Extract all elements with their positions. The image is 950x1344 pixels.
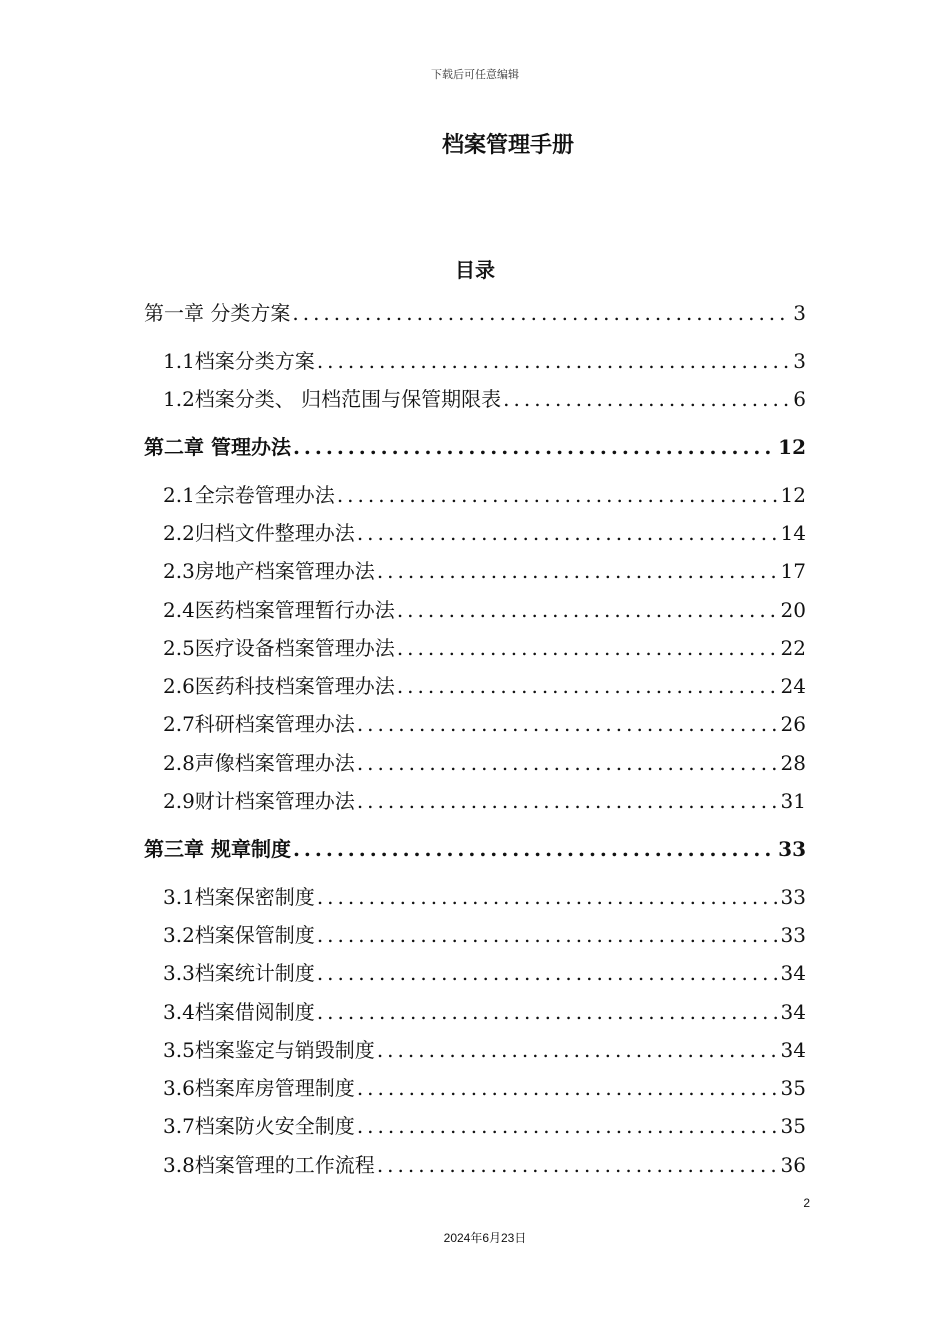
toc-dot-leader — [357, 1111, 777, 1141]
toc-entry-page: 31 — [780, 789, 806, 813]
toc-dot-leader — [357, 518, 777, 548]
toc-dot-leader — [377, 1150, 777, 1180]
toc-entry-label: 3.8档案管理的工作流程 — [163, 1153, 375, 1177]
toc-entry-label: 3.1档案保密制度 — [163, 885, 315, 909]
toc-entry-page: 20 — [780, 598, 806, 622]
toc-entry-label: 2.6医药科技档案管理办法 — [163, 674, 395, 698]
toc-section-entry[interactable] — [163, 1150, 806, 1180]
page-footer-date: 2024年6月23日 — [443, 1231, 527, 1245]
toc-entry-page: 33 — [778, 837, 806, 861]
toc-dot-leader — [292, 298, 789, 328]
toc-entry-page: 22 — [780, 636, 806, 660]
toc-entry-page: 12 — [778, 435, 806, 459]
toc-section-entry[interactable] — [163, 556, 806, 586]
toc-entry-page: 35 — [780, 1076, 806, 1100]
toc-section-entry[interactable] — [163, 882, 806, 912]
toc-dot-leader — [317, 346, 789, 376]
toc-entry-page: 3 — [793, 301, 806, 325]
toc-entry-label: 2.1全宗卷管理办法 — [163, 483, 335, 507]
toc-entry-label: 2.3房地产档案管理办法 — [163, 559, 375, 583]
toc-dot-leader — [377, 1035, 777, 1065]
toc-entry-label: 3.6档案库房管理制度 — [163, 1076, 355, 1100]
toc-section-entry[interactable] — [163, 1111, 806, 1141]
toc-section-entry[interactable] — [163, 709, 806, 739]
toc-entry-page: 3 — [793, 349, 806, 373]
toc-entry-page: 17 — [780, 559, 806, 583]
toc-dot-leader — [317, 958, 777, 988]
toc-entry-page: 26 — [780, 712, 806, 736]
toc-section-entry[interactable] — [163, 671, 806, 701]
toc-entry-label: 第一章 分类方案 — [144, 301, 291, 325]
toc-dot-leader — [397, 595, 777, 625]
toc-section-entry[interactable] — [163, 958, 806, 988]
toc-entry-page: 34 — [780, 961, 806, 985]
toc-chapter-entry[interactable] — [144, 834, 806, 864]
toc-dot-leader — [293, 834, 774, 864]
toc-chapter-entry[interactable] — [144, 298, 806, 328]
toc-entry-page: 33 — [780, 923, 806, 947]
toc-section-entry[interactable] — [163, 595, 806, 625]
toc-entry-label: 2.2归档文件整理办法 — [163, 521, 355, 545]
toc-dot-leader — [503, 384, 789, 414]
toc-entry-page: 28 — [780, 751, 806, 775]
toc-heading: 目录 — [455, 258, 495, 282]
toc-entry-page: 24 — [780, 674, 806, 698]
toc-entry-label: 2.9财计档案管理办法 — [163, 789, 355, 813]
toc-entry-label: 3.7档案防火安全制度 — [163, 1114, 355, 1138]
toc-section-entry[interactable] — [163, 480, 806, 510]
toc-entry-label: 3.2档案保管制度 — [163, 923, 315, 947]
page-number: 2 — [803, 1196, 810, 1210]
toc-dot-leader — [397, 671, 777, 701]
toc-dot-leader — [357, 709, 777, 739]
toc-dot-leader — [377, 556, 777, 586]
toc-entry-label: 1.1档案分类方案 — [163, 349, 315, 373]
toc-dot-leader — [293, 432, 774, 462]
toc-entry-page: 6 — [793, 387, 806, 411]
toc-dot-leader — [357, 1073, 777, 1103]
toc-dot-leader — [337, 480, 777, 510]
toc-chapter-entry[interactable] — [144, 432, 806, 462]
toc-section-entry[interactable] — [163, 346, 806, 376]
toc-section-entry[interactable] — [163, 633, 806, 663]
toc-entry-page: 34 — [780, 1000, 806, 1024]
toc-entry-label: 第三章 规章制度 — [144, 837, 291, 861]
toc-entry-page: 12 — [780, 483, 806, 507]
toc-entry-label: 3.4档案借阅制度 — [163, 1000, 315, 1024]
toc-section-entry[interactable] — [163, 1035, 806, 1065]
toc-section-entry[interactable] — [163, 786, 806, 816]
toc-dot-leader — [317, 997, 777, 1027]
toc-section-entry[interactable] — [163, 384, 806, 414]
toc-entry-label: 2.4医药档案管理暂行办法 — [163, 598, 395, 622]
toc-dot-leader — [317, 920, 777, 950]
toc-section-entry[interactable] — [163, 997, 806, 1027]
toc-dot-leader — [397, 633, 777, 663]
toc-entry-page: 35 — [780, 1114, 806, 1138]
toc-dot-leader — [317, 882, 777, 912]
toc-entry-page: 34 — [780, 1038, 806, 1062]
toc-entry-label: 3.3档案统计制度 — [163, 961, 315, 985]
toc-dot-leader — [357, 786, 777, 816]
toc-entry-label: 3.5档案鉴定与销毁制度 — [163, 1038, 375, 1062]
toc-dot-leader — [357, 748, 777, 778]
toc-entry-label: 第二章 管理办法 — [144, 435, 291, 459]
toc-entry-label: 2.5医疗设备档案管理办法 — [163, 636, 395, 660]
toc-entry-page: 36 — [780, 1153, 806, 1177]
toc-section-entry[interactable] — [163, 920, 806, 950]
toc-entry-page: 14 — [780, 521, 806, 545]
toc-entry-page: 33 — [780, 885, 806, 909]
toc-entry-label: 2.8声像档案管理办法 — [163, 751, 355, 775]
toc-entry-label: 2.7科研档案管理办法 — [163, 712, 355, 736]
toc-entry-label: 1.2档案分类、 归档范围与保管期限表 — [163, 387, 502, 411]
toc-section-entry[interactable] — [163, 1073, 806, 1103]
page-header: 下载后可任意编辑 — [431, 68, 519, 81]
toc-section-entry[interactable] — [163, 748, 806, 778]
toc-section-entry[interactable] — [163, 518, 806, 548]
document-title: 档案管理手册 — [441, 133, 574, 158]
